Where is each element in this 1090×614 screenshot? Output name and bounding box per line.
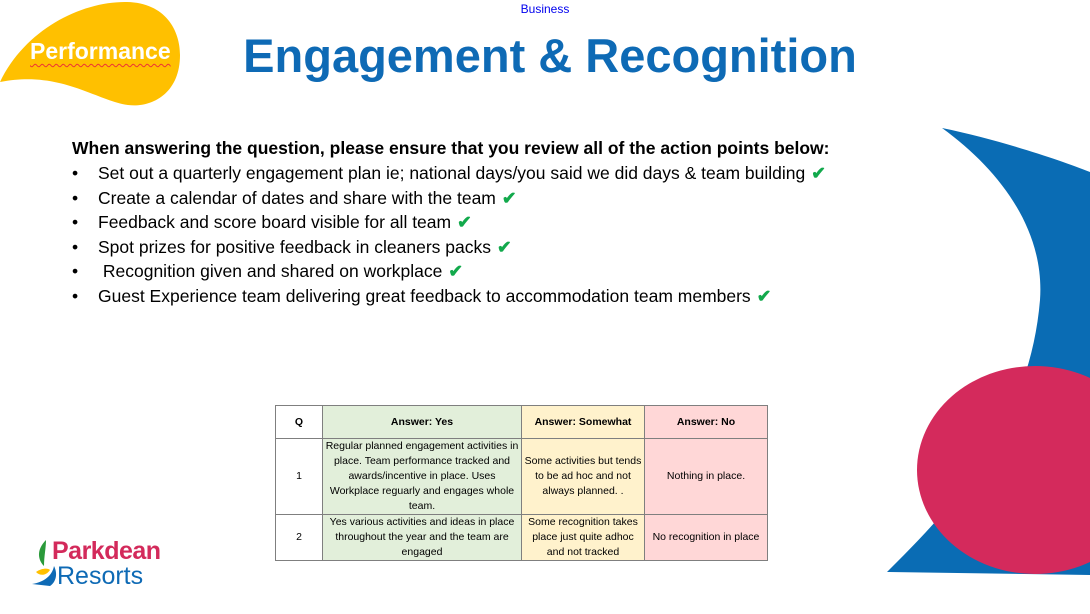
cell-q: 2 bbox=[276, 515, 323, 561]
checkmark-icon: ✔ bbox=[501, 187, 517, 208]
bullet: • bbox=[72, 163, 79, 183]
scoring-table bbox=[275, 405, 768, 561]
page-title: Engagement & Recognition bbox=[243, 29, 857, 82]
header-no: Answer: No bbox=[645, 406, 768, 439]
table-row bbox=[276, 515, 768, 561]
logo-text-resorts: Resorts bbox=[57, 562, 144, 590]
category-label: Business bbox=[520, 2, 570, 16]
checkmark-icon: ✔ bbox=[496, 236, 512, 257]
bullet: • bbox=[72, 261, 79, 282]
cell-yes: Regular planned engagement activities in place. Team performance tracked and awards/incentive in place. Uses Workplace reguarly and engages whole team. bbox=[323, 439, 522, 515]
list-item bbox=[72, 161, 826, 186]
cell-no: Nothing in place. bbox=[645, 439, 768, 515]
list-item bbox=[72, 210, 826, 235]
point-text: Guest Experience team delivering great feedback to accommodation team members bbox=[98, 285, 751, 306]
list-item bbox=[72, 235, 826, 260]
checkmark-icon: ✔ bbox=[756, 285, 772, 306]
checkmark-icon: ✔ bbox=[448, 261, 464, 282]
section-badge: Performance bbox=[30, 38, 171, 64]
point-text: Set out a quarterly engagement plan ie; national days/you said we did days & team building bbox=[98, 163, 806, 183]
bullet: • bbox=[72, 285, 79, 306]
bullet: • bbox=[72, 212, 79, 233]
header-somewhat: Answer: Somewhat bbox=[522, 406, 645, 439]
cell-no: No recognition in place bbox=[645, 515, 768, 561]
header-q: Q bbox=[276, 406, 323, 439]
point-text: Recognition given and shared on workplace bbox=[98, 261, 443, 282]
list-item bbox=[72, 259, 826, 284]
point-text: Feedback and score board visible for all team bbox=[98, 212, 452, 233]
table-row bbox=[276, 439, 768, 515]
list-item bbox=[72, 284, 826, 309]
cell-somewhat: Some activities but tends to be ad hoc and not always planned. . bbox=[522, 439, 645, 515]
table-header-row bbox=[276, 406, 768, 439]
checkmark-icon: ✔ bbox=[811, 163, 826, 183]
cell-yes: Yes various activities and ideas in place throughout the year and the team are engaged bbox=[323, 515, 522, 561]
cell-q: 1 bbox=[276, 439, 323, 515]
checkmark-icon: ✔ bbox=[457, 212, 472, 233]
bullet: • bbox=[72, 236, 79, 257]
cell-somewhat: Some recognition takes place just quite adhoc and not tracked bbox=[522, 515, 645, 561]
instructions-heading: When answering the question, please ensure that you review all of the action points below: bbox=[72, 138, 830, 158]
action-points-list bbox=[72, 161, 826, 309]
point-text: Create a calendar of dates and share with the team bbox=[98, 187, 496, 208]
list-item bbox=[72, 186, 826, 211]
bullet: • bbox=[72, 187, 79, 208]
logo-text-parkdean: Parkdean bbox=[52, 537, 161, 565]
point-text: Spot prizes for positive feedback in cleaners packs bbox=[98, 236, 491, 257]
header-yes: Answer: Yes bbox=[323, 406, 522, 439]
